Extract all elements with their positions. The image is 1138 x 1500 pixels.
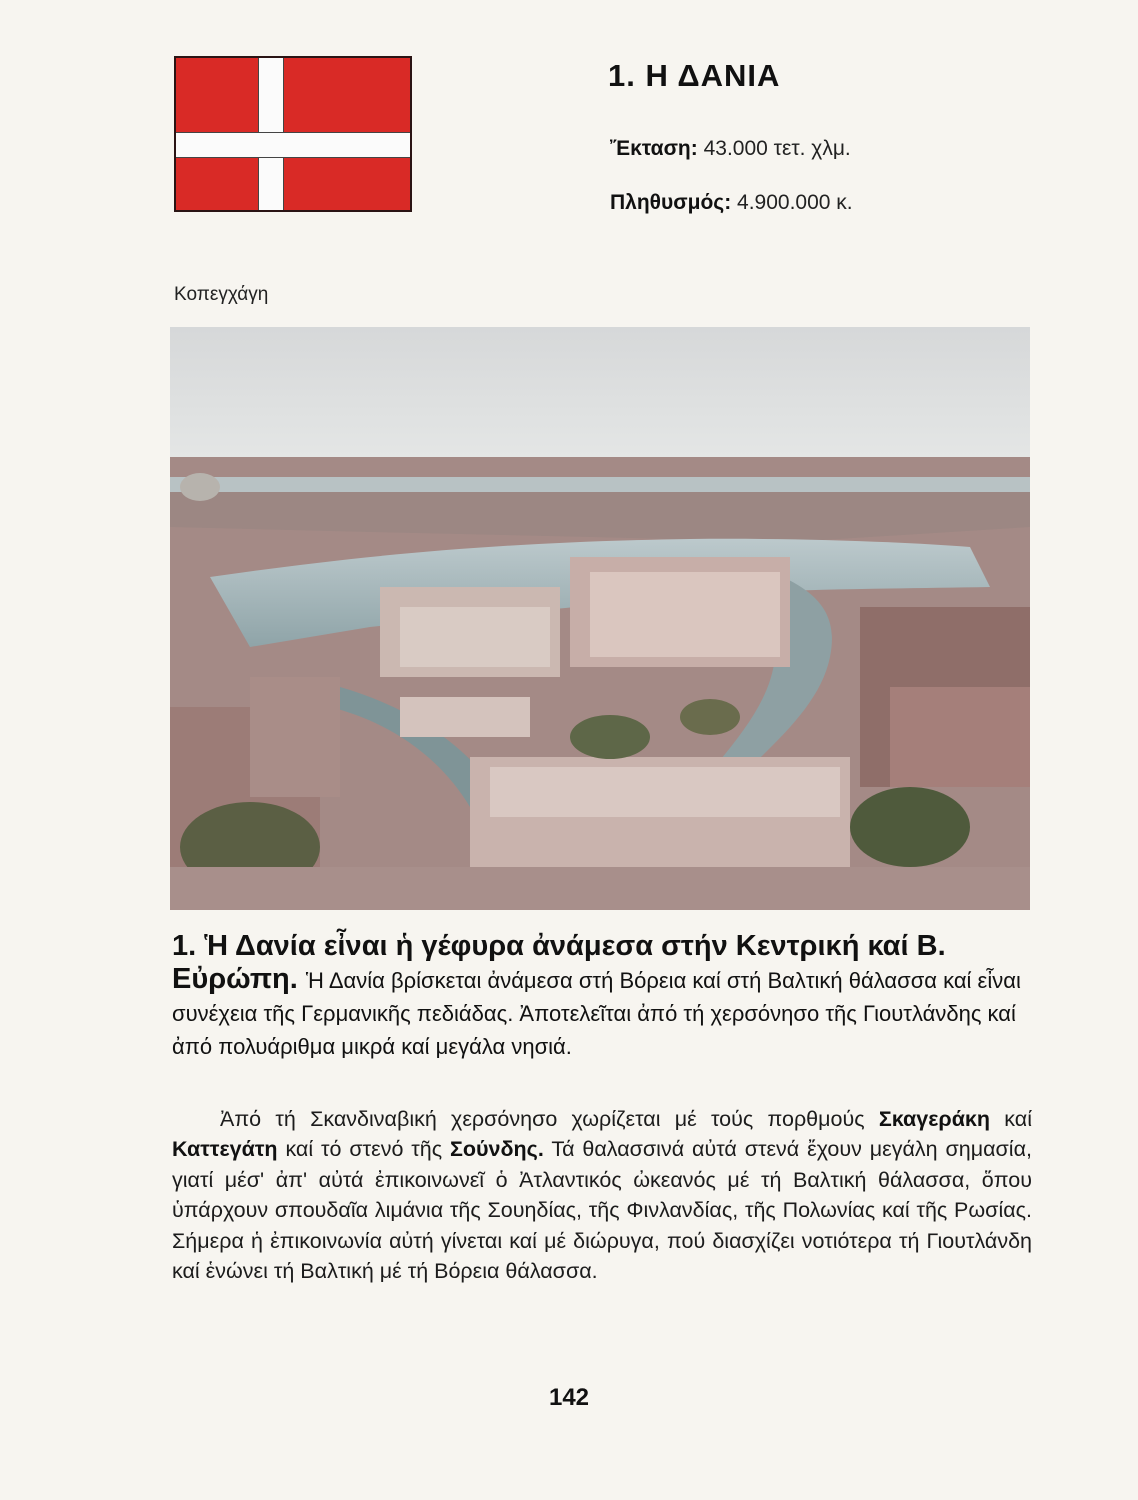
country-title: 1. Η ΔΑΝΙΑ bbox=[608, 58, 781, 93]
area-fact bbox=[610, 137, 851, 161]
paragraph-1-start: Ἡ Δανία βρίσκεται ἀνάμεσα στή Βόρεια καί στή Βαλτική θάλασσα καί εἶναι συνέχεια τῆς Γερμανικῆς πεδιάδας. Ἀποτελεῖται ἀπό τή χερσόνησο τῆς Γιουτλάνδης καί ἀπό πολυάριθμα μικρά καί μεγάλα νησιά. bbox=[172, 968, 1021, 1059]
area-value: 43.000 τετ. χλμ. bbox=[703, 137, 851, 160]
p2-bold-skagerrak: Σκαγεράκη bbox=[878, 1107, 991, 1131]
p2-text-4: Τά θαλασσινά αὐτά στενά ἔχουν μεγάλη σημασία, γιατί μέσ' ἀπ' αὐτά ἐπικοινωνεῖ ὁ Ἀτλαντικός ὠκεανός μέ τή Βαλτική θάλασσα, ὅπου ὑπάρχουν σπουδαῖα λιμάνια τῆς Σουηδίας, τῆς Φινλανδίας, τῆς Πολωνίας καί τῆς Ρωσίας. Σήμερα ἡ ἐπικοινωνία αὐτή γίνεται καί μέ διώρυγα, πού διασχίζει νοτιότερα τή Γιουτλάνδη καί ἑνώνει τή Βαλτική μέ τή Βόρεια θάλασσα. bbox=[172, 1137, 1032, 1284]
paragraph-2 bbox=[172, 1104, 1032, 1286]
flag-cross-horizontal bbox=[176, 132, 410, 158]
p2-bold-kattegat: Καττεγάτη bbox=[172, 1137, 278, 1162]
area-label: Ἔκταση: bbox=[610, 137, 698, 160]
population-fact bbox=[610, 191, 853, 215]
p2-text-2: καί bbox=[990, 1107, 1032, 1131]
population-label: Πληθυσμός: bbox=[610, 191, 732, 214]
p2-bold-sound: Σούνδης. bbox=[449, 1137, 544, 1162]
copenhagen-aerial-illustration bbox=[170, 327, 1030, 910]
population-value: 4.900.000 κ. bbox=[737, 191, 853, 214]
p2-text-3: καί τό στενό τῆς bbox=[277, 1137, 450, 1162]
section-heading: 1. Ἡ Δανία εἶναι ἡ γέφυρα ἀνάμεσα στήν Κεντρική καί Β. Εὐρώπη. bbox=[172, 930, 946, 995]
section-heading-block bbox=[172, 930, 1032, 1062]
denmark-flag-icon bbox=[174, 56, 412, 212]
page-number: 142 bbox=[548, 1384, 590, 1411]
copenhagen-photo bbox=[170, 327, 1030, 910]
photo-caption: Κοπεγχάγη bbox=[174, 284, 269, 305]
p2-text-1: Ἀπό τή Σκανδιναβική χερσόνησο χωρίζεται μέ τούς πορθμούς bbox=[220, 1107, 879, 1131]
